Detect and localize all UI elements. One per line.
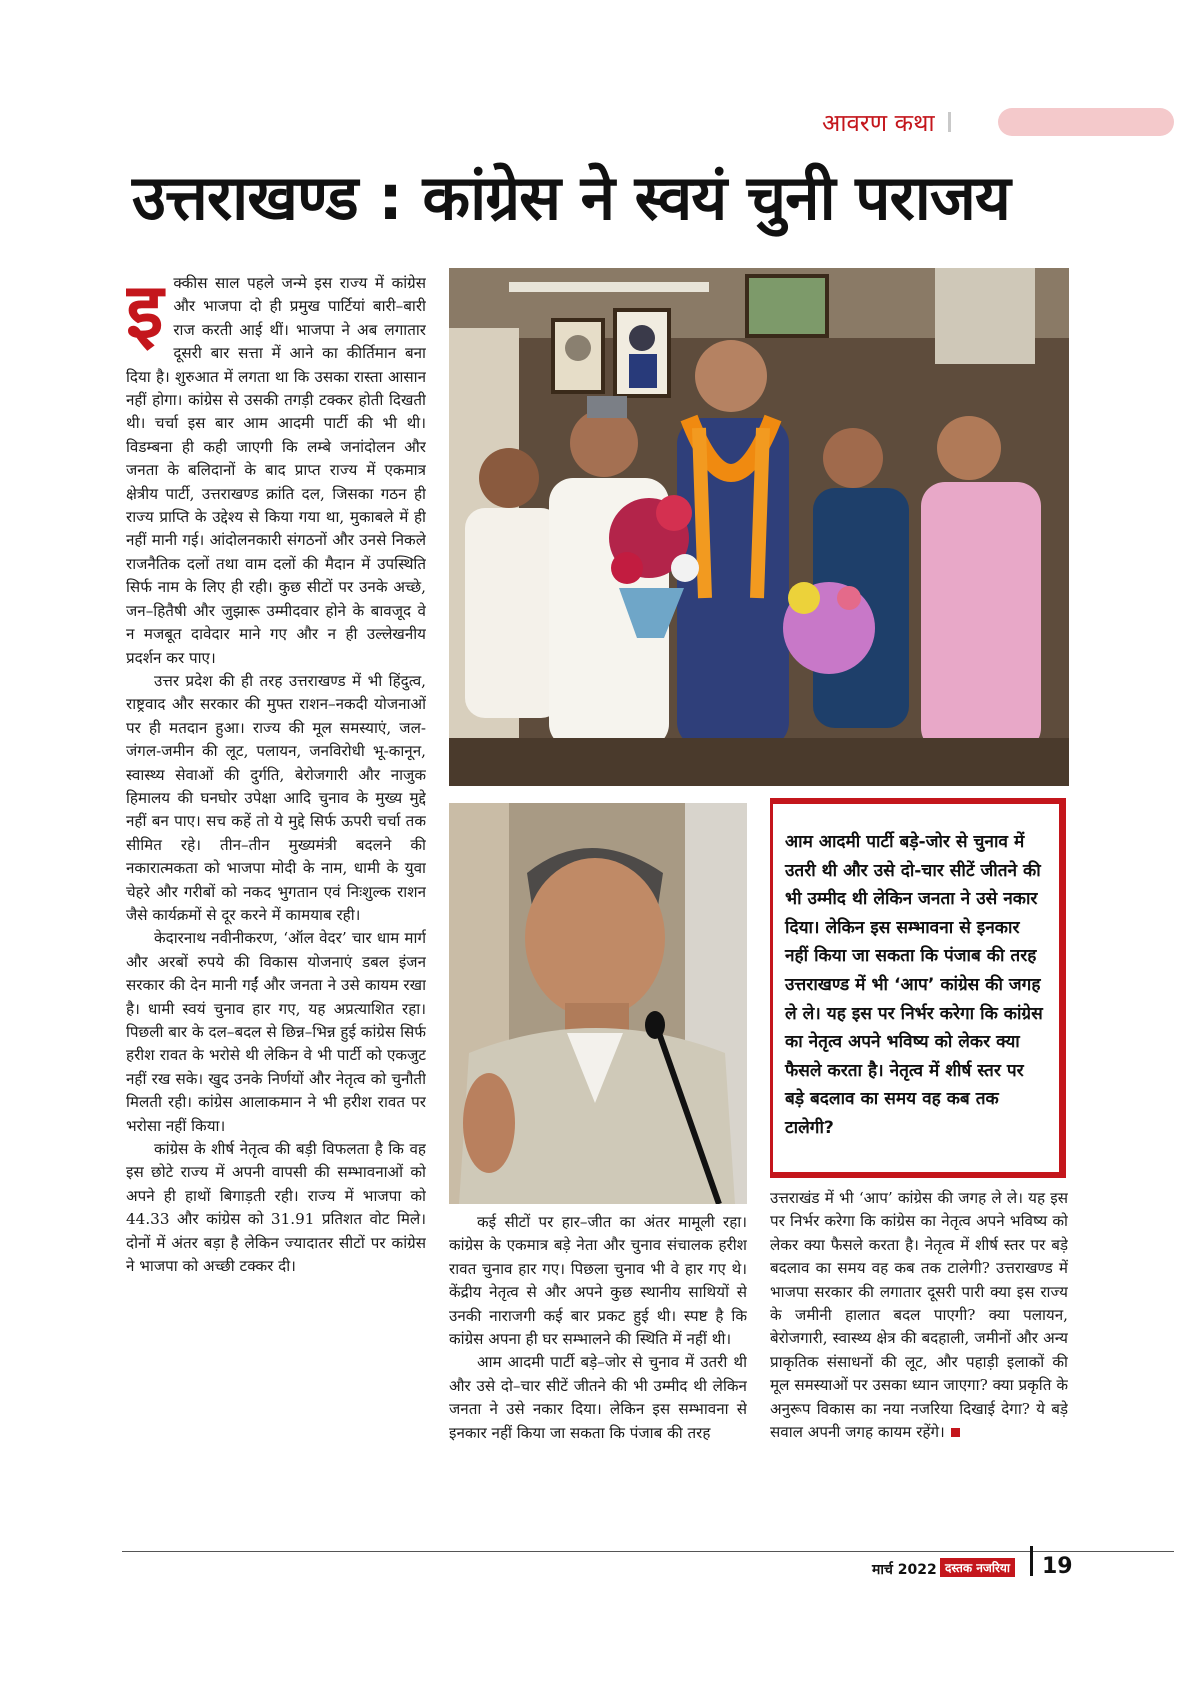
paragraph	[770, 1187, 1068, 1444]
footer-magazine-name: दस्तक नजरिया	[940, 1558, 1015, 1577]
paragraph-text: उत्तराखंड में भी ‘आप’ कांग्रेस की जगह ले ले। यह इस पर निर्भर करेगा कि कांग्रेस का नेतृत्व अपने भविष्य को लेकर क्या फैसले करता है। नेतृत्व में शीर्ष स्तर पर बड़े बदलाव का समय वह कब तक टालेगी? उत्तराखण्ड में भाजपा सरकार की लगातार दूसरी पारी क्या इस राज्य के जमीनी हालात बदल पाएगी? क्या पलायन, बेरोजगारी, स्वास्थ्य क्षेत्र की बदहाली, जमीनों और अन्य प्राकृतिक संसाधनों की लूट, और पहाड़ी इलाकों की मूल समस्याओं पर उसका ध्यान जाएगा? क्या प्रकृति के अनुरूप विकास का नया नजरिया दिखाई देगा? ये बड़े सवाल अपनी जगह कायम रहेंगे।	[770, 1189, 1068, 1442]
footer-divider	[1030, 1546, 1033, 1576]
footer-rule	[122, 1551, 1174, 1552]
paragraph: कांग्रेस के शीर्ष नेतृत्व की बड़ी विफलता है कि वह इस छोटे राज्य में अपनी वापसी की सम्भावनाओं को अपने ही हाथों बिगाड़ती रही। राज्य में भाजपा को 44.33 और कांग्रेस को 31.91 प्रतिशत वोट मिले। दोनों में अंतर बड़ा है लेकिन ज्यादातर सीटों पर कांग्रेस ने भाजपा को अच्छी टक्कर दी।	[126, 1140, 426, 1276]
paragraph: क्कीस साल पहले जन्मे इस राज्य में कांग्रेस और भाजपा दो ही प्रमुख पार्टियां बारी–बारी राज करती आई थीं। भाजपा ने अब लगातार दूसरी बार सत्ता में आने का कीर्तिमान बना दिया है। शुरुआत में लगता था कि उसका रास्ता आसान नहीं होगा। कांग्रेस से उसकी तगड़ी टक्कर होती दिखती थी। चर्चा इस बार आम आदमी पार्टी की भी थी। विडम्बना ही कही जाएगी कि लम्बे जनांदोलन और जनता के बलिदानों के बाद प्राप्त राज्य में एकमात्र क्षेत्रीय पार्टी, उत्तराखण्ड क्रांति दल, जिसका गठन ही राज्य प्राप्ति के उद्देश्य से किया गया था, मुकाबले में ही नहीं मानी गई। आंदोलनकारी संगठनों और उनसे निकले राजनैतिक दलों तथा वाम दलों की मैदान में उपस्थिति सिर्फ नाम के लिए ही रही। कुछ सीटों पर उनके अच्छे, जन–हितैषी और जुझारू उम्मीदवार होने के बावजूद वे न मजबूत दावेदार माने गए और न ही उल्लेखनीय प्रदर्शन कर पाए।	[126, 274, 426, 667]
paragraph: केदारनाथ नवीनीकरण, ‘ऑल वेदर’ चार धाम मार्ग और अरबों रुपये की विकास योजनाएं डबल इंजन सरकार की देन मानी गईं और जनता ने उसे कायम रखा है। धामी स्वयं चुनाव हार गए, यह अप्रत्याशित रहा। पिछली बार के दल–बदल से छिन्न–भिन्न हुई कांग्रेस सिर्फ हरीश रावत के भरोसे थी लेकिन वे भी पार्टी को एकजुट नहीं रख सके। खुद उनके निर्णयों और नेतृत्व को चुनौती मिलती रही। कांग्रेस आलाकमान ने भी हरीश रावत पर भरोसा नहीं किया।	[126, 929, 426, 1135]
paragraph: उत्तर प्रदेश की ही तरह उत्तराखण्ड में भी हिंदुत्व, राष्ट्रवाद और सरकार की मुफ्त राशन–नकदी योजनाओं पर ही मतदान हुआ। राज्य की मूल समस्याएं, जल-जंगल-जमीन की लूट, पलायन, जनविरोधी भू-कानून, स्वास्थ्य सेवाओं की दुर्गति, बेरोजगारी और नाजुक हिमालय की घनघोर उपेक्षा आदि चुनाव के मुख्य मुद्दे नहीं बन पाए। सच कहें तो ये मुद्दे सिर्फ ऊपरी चर्चा तक सीमित रहे। तीन–तीन मुख्यमंत्री बदलने की नकारात्मकता को भाजपा मोदी के नाम, धामी के युवा चेहरे और गरीबों को नकद भुगतान एवं निःशुल्क राशन जैसे कार्यक्रमों से दूर करने में कामयाब रही।	[126, 671, 426, 924]
page-number: 19	[1042, 1554, 1073, 1579]
pull-quote-box	[770, 798, 1066, 1178]
end-mark-icon	[951, 1428, 960, 1437]
pull-quote-text: आम आदमी पार्टी बड़े-जोर से चुनाव में उतरी थी और उसे दो-चार सीटें जीतने की भी उम्मीद थी लेकिन जनता ने उसे नकार दिया। लेकिन इस सम्भावना से इनकार नहीं किया जा सकता कि पंजाब की तरह उत्तराखण्ड में भी ‘आप’ कांग्रेस की जगह ले ले। यह इस पर निर्भर करेगा कि कांग्रेस का नेतृत्व अपने भविष्य को लेकर क्या फैसले करता है। नेतृत्व में शीर्ष स्तर पर बड़े बदलाव का समय वह कब तक टालेगी?	[785, 832, 1043, 1138]
group-photo-illustration	[449, 268, 1069, 786]
article-column-2	[449, 1211, 747, 1531]
paragraph: कई सीटों पर हार–जीत का अंतर मामूली रहा। कांग्रेस के एकमात्र बड़े नेता और चुनाव संचालक हरीश रावत चुनाव हार गए। पिछला चुनाव भी वे हार गए थे। केंद्रीय नेतृत्व से और अपने कुछ स्थानीय साथियों से उनकी नाराजगी कई बार प्रकट हुई थी। स्पष्ट है कि कांग्रेस अपना ही घर सम्भालने की स्थिति में नहीं थी।	[449, 1213, 747, 1349]
section-divider	[948, 112, 951, 132]
paragraph: आम आदमी पार्टी बड़े–जोर से चुनाव में उतरी थी और उसे दो–चार सीटें जीतने की भी उम्मीद थी लेकिन जनता ने उसे नकार दिया। लेकिन इस सम्भावना से इनकार नहीं किया जा सकता कि पंजाब की तरह	[449, 1353, 747, 1442]
article-column-3	[770, 1187, 1068, 1532]
article-column-1	[126, 272, 426, 1532]
section-label: आवरण कथा	[822, 109, 935, 137]
section-pill-decoration	[998, 108, 1174, 136]
group-felicitation-photo	[449, 268, 1069, 786]
leader-portrait-photo	[449, 803, 747, 1204]
footer-date: मार्च 2022	[872, 1562, 937, 1578]
drop-cap: इ	[126, 272, 164, 355]
portrait-illustration	[449, 803, 747, 1204]
headline: उत्तराखण्ड : कांग्रेस ने स्वयं चुनी पराजय	[132, 161, 1010, 234]
